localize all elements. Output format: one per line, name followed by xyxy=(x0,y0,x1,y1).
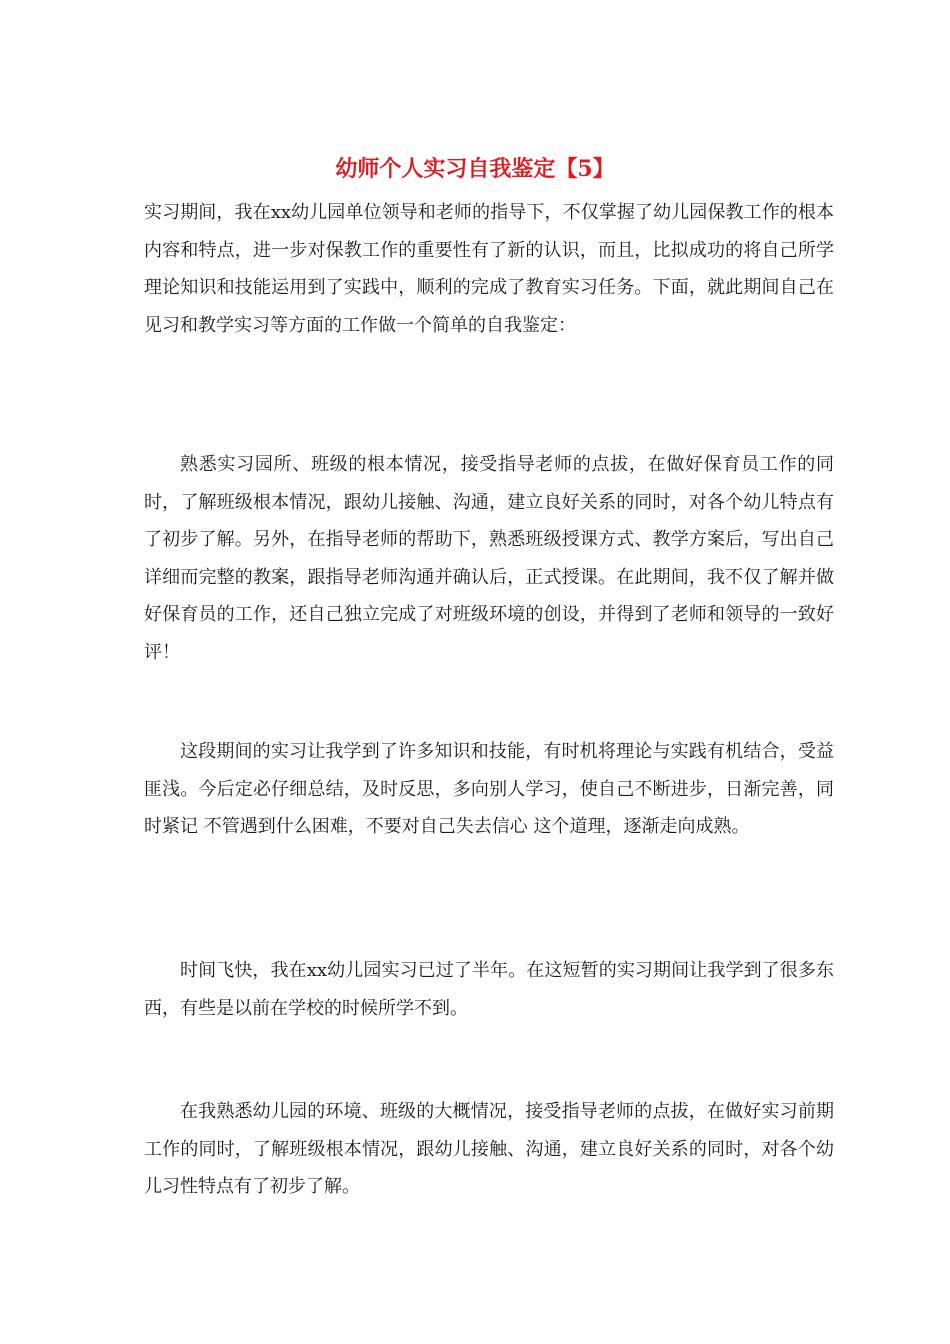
paragraph-familiarize: 熟悉实习园所、班级的根本情况，接受指导老师的点拔，在做好保育员工作的同时，了解班级根本情况，跟幼儿接触、沟通，建立良好关系的同时，对各个幼儿特点有了初步了解。另外，在指导老师的帮助下，熟悉班级授课方式、教学方案后，写出自己详细而完整的教案，跟指导老师沟通并确认后，正式授课。在此期间，我不仅了解并做好保育员的工作，还自己独立完成了对班级环境的创设，并得到了老师和领导的一致好评！ xyxy=(144,454,834,663)
paragraph-intro: 实习期间，我在xx幼儿园单位领导和老师的指导下，不仅掌握了幼儿园保教工作的根本内容和特点，进一步对保教工作的重要性有了新的认识，而且，比拟成功的将自己所学理论知识和技能运用到了实践中，顺利的完成了教育实习任务。下面，就此期间自己在见习和教学实习等方面的工作做一个简单的自我鉴定： xyxy=(144,202,834,336)
paragraph-environment: 在我熟悉幼儿园的环境、班级的大概情况，接受指导老师的点拔，在做好实习前期工作的同时，了解班级根本情况，跟幼儿接触、沟通，建立良好关系的同时，对各个幼儿习性特点有了初步了解。 xyxy=(144,1101,834,1197)
document-title: 幼师个人实习自我鉴定【5】 xyxy=(335,156,615,182)
paragraph-learning: 这段期间的实习让我学到了许多知识和技能，有时机将理论与实践有机结合，受益匪浅。今后定必仔细总结，及时反思，多向别人学习，使自己不断进步，日渐完善，同时紧记 不管遇到什么困难，不要对自己失去信心 这个道理，逐渐走向成熟。 xyxy=(144,741,834,837)
paragraph-time: 时间飞快，我在xx幼儿园实习已过了半年。在这短暂的实习期间让我学到了很多东西，有些是以前在学校的时候所学不到。 xyxy=(144,960,834,1019)
